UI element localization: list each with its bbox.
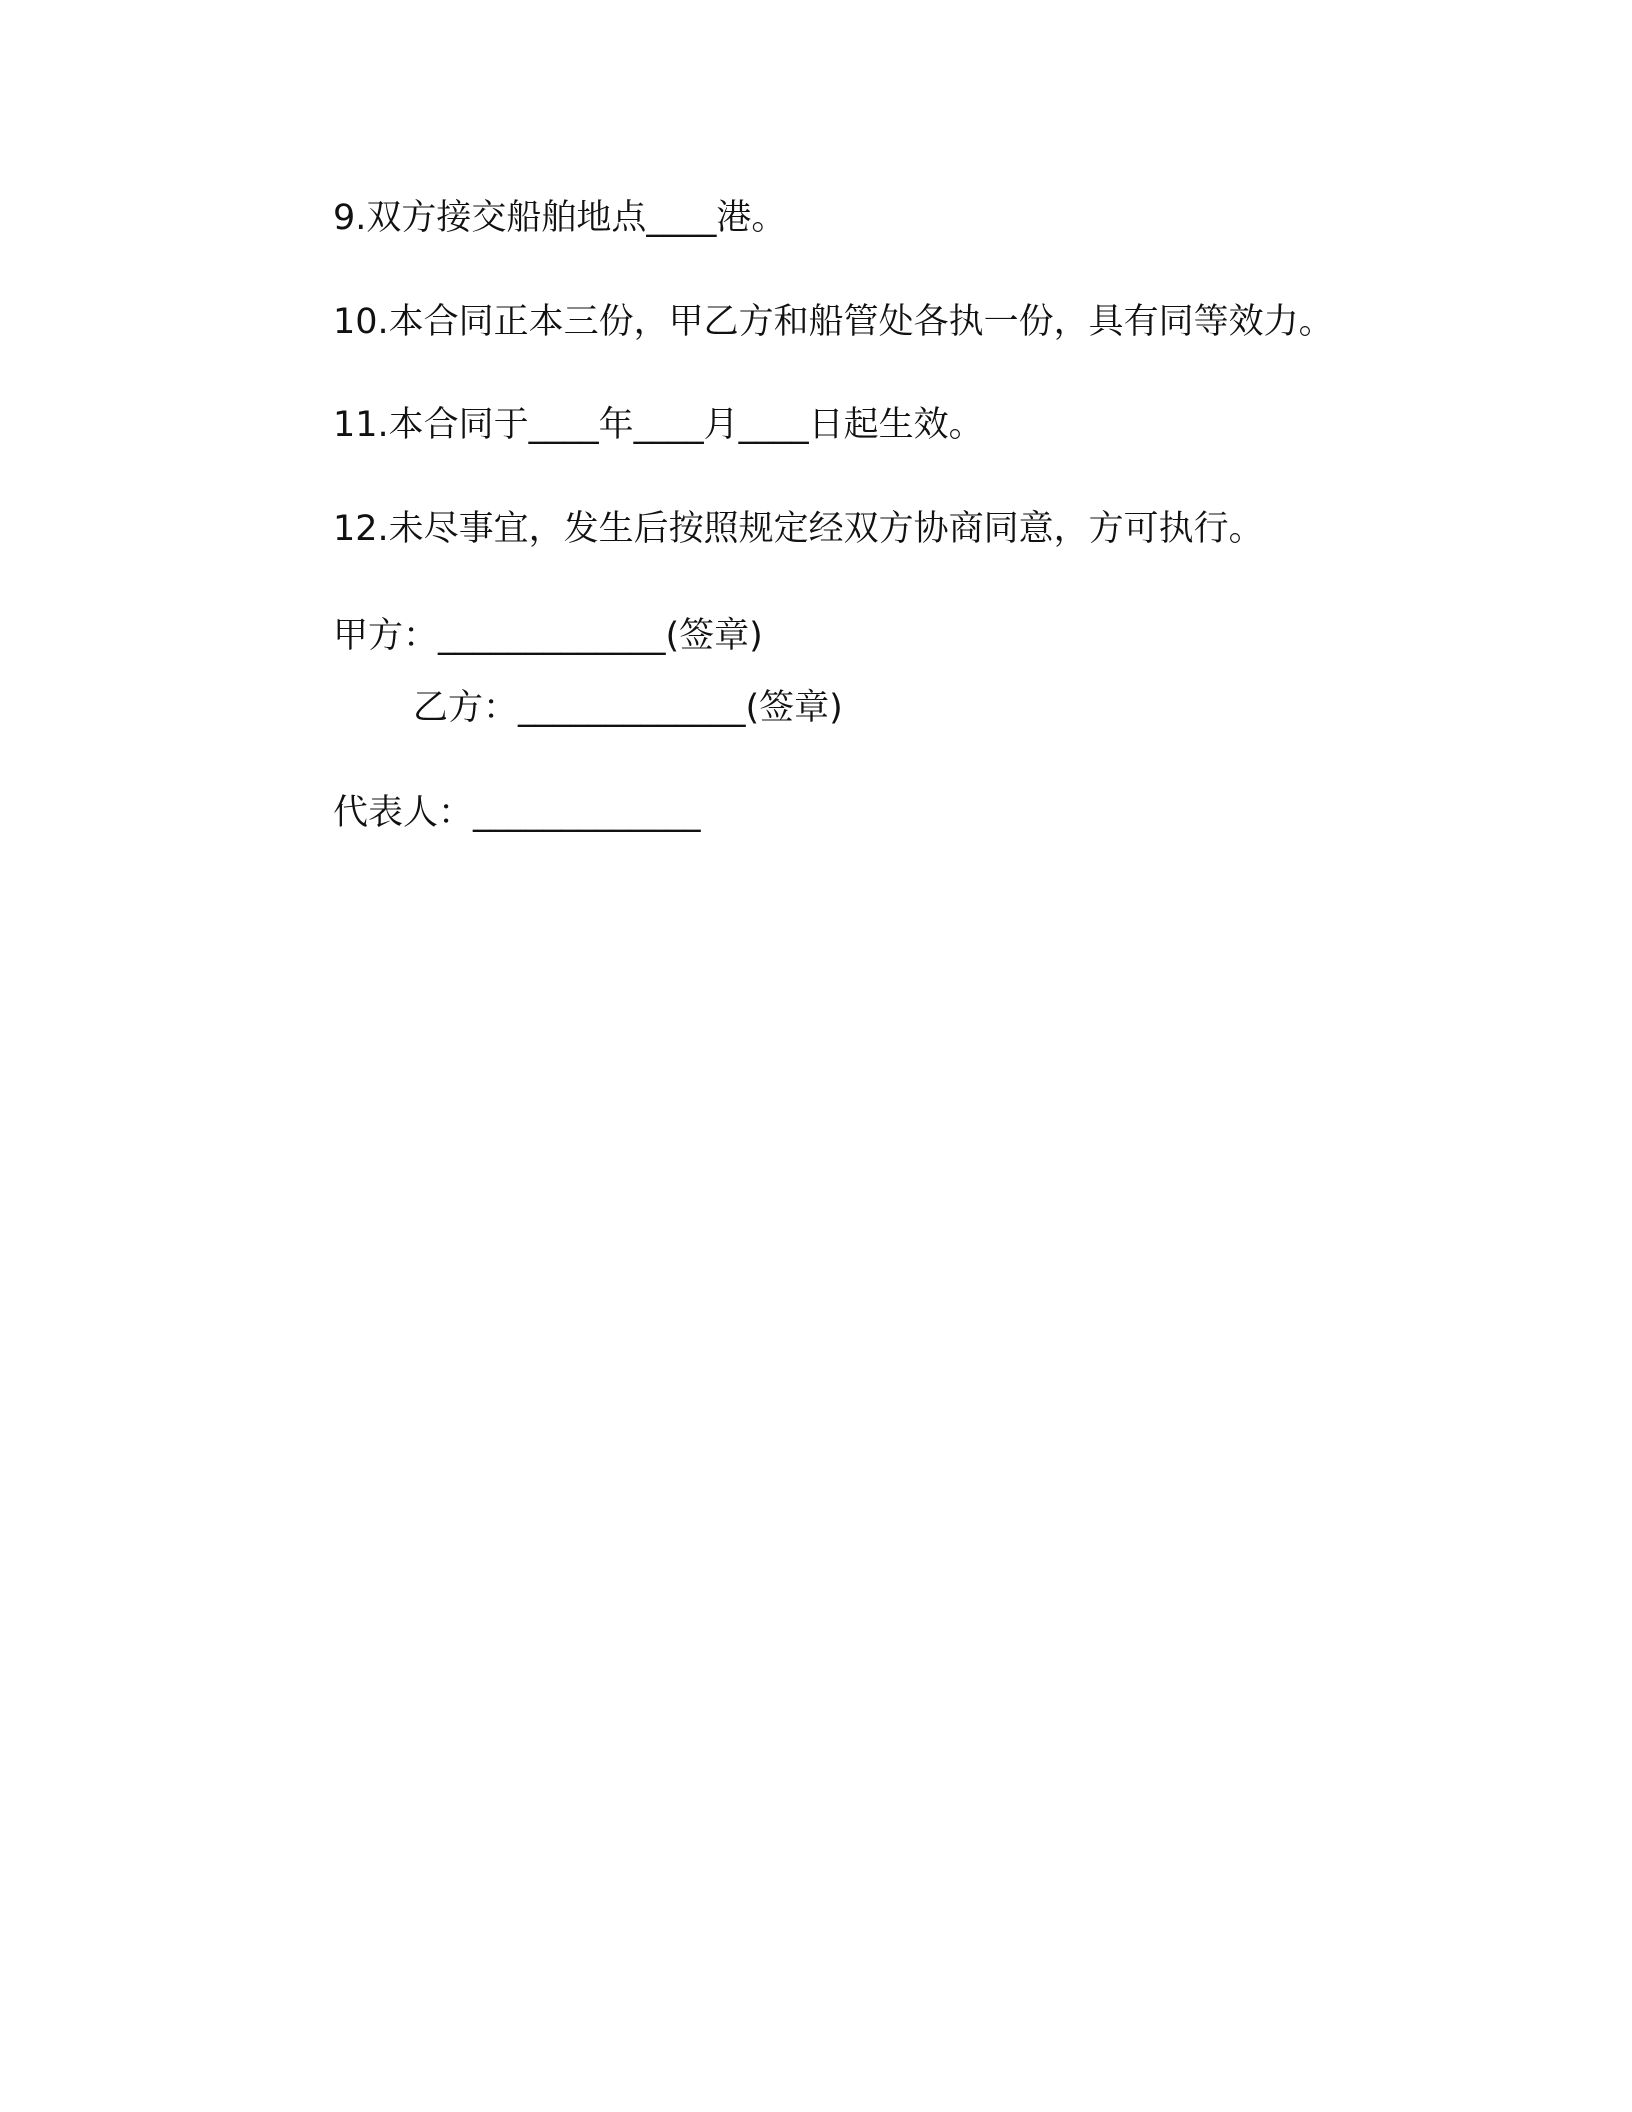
party-a-signature-line: 甲方：_____________(签章) — [333, 616, 763, 656]
representative-signature-line: 代表人：_____________ — [333, 793, 701, 833]
party-b-signature-line: 乙方：_____________(签章) — [413, 688, 843, 728]
clause-12: 12.未尽事宜，发生后按照规定经双方协商同意，方可执行。 — [333, 509, 1264, 549]
clause-11: 11.本合同于____年____月____日起生效。 — [333, 405, 984, 445]
clause-10: 10.本合同正本三份，甲乙方和船管处各执一份，具有同等效力。 — [333, 302, 1334, 342]
clause-9: 9.双方接交船舶地点____港。 — [333, 198, 787, 238]
